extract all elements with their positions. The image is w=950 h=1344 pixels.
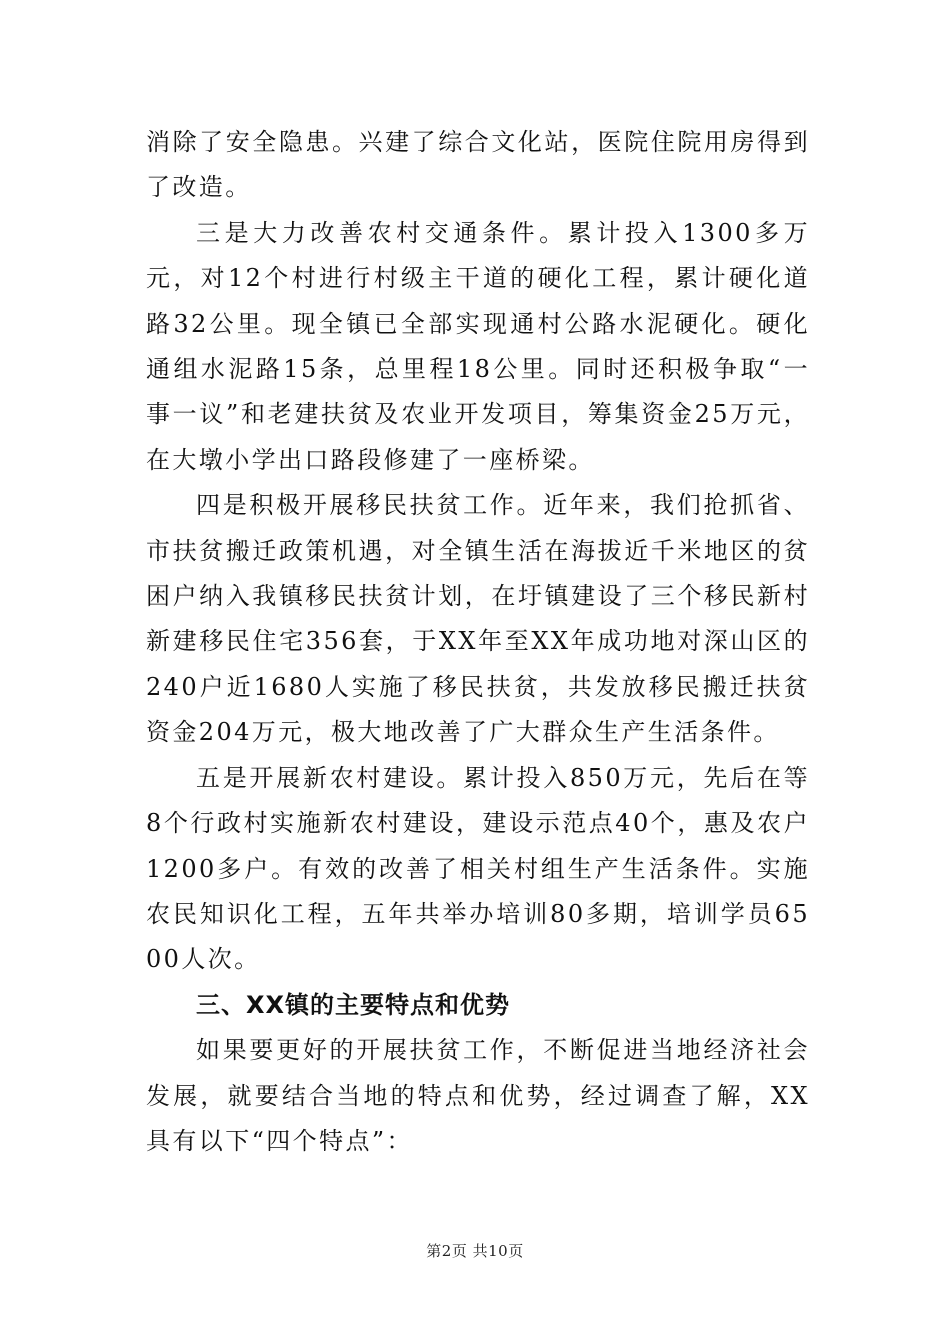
document-body bbox=[146, 120, 810, 1164]
paragraph-new-countryside: 五是开展新农村建设。累计投入850万元，先后在等8个行政村实施新农村建设，建设示范点40个，惠及农户1200多户。有效的改善了相关村组生产生活条件。实施农民知识化工程，五年共举办培训80多期，培训学员6500人次。 bbox=[146, 763, 810, 974]
section-heading: 三、XX镇的主要特点和优势 bbox=[196, 990, 511, 1019]
paragraph-relocation: 四是积极开展移民扶贫工作。近年来，我们抢抓省、市扶贫搬迁政策机遇，对全镇生活在海拔近千米地区的贫困户纳入我镇移民扶贫计划，在圩镇建设了三个移民新村新建移民住宅356套，于XX年至XX年成功地对深山区的240户近1680人实施了移民扶贫，共发放移民搬迁扶贫资金204万元，极大地改善了广大群众生产生活条件。 bbox=[146, 491, 810, 747]
page-number-footer: 第2页 共10页 bbox=[426, 1242, 524, 1260]
paragraph-transport: 三是大力改善农村交通条件。累计投入1300多万元，对12个村进行村级主干道的硬化工程，累计硬化道路32公里。现全镇已全部实现通村公路水泥硬化。硬化通组水泥路15条，总里程18公里。同时还积极争取“一事一议”和老建扶贫及农业开发项目，筹集资金25万元，在大墩小学出口路段修建了一座桥梁。 bbox=[146, 218, 810, 474]
paragraph-features-intro: 如果要更好的开展扶贫工作，不断促进当地经济社会发展，就要结合当地的特点和优势，经过调查了解，XX具有以下“四个特点”： bbox=[146, 1036, 810, 1155]
paragraph-continued: 消除了安全隐患。兴建了综合文化站，医院住院用房得到了改造。 bbox=[146, 128, 810, 202]
